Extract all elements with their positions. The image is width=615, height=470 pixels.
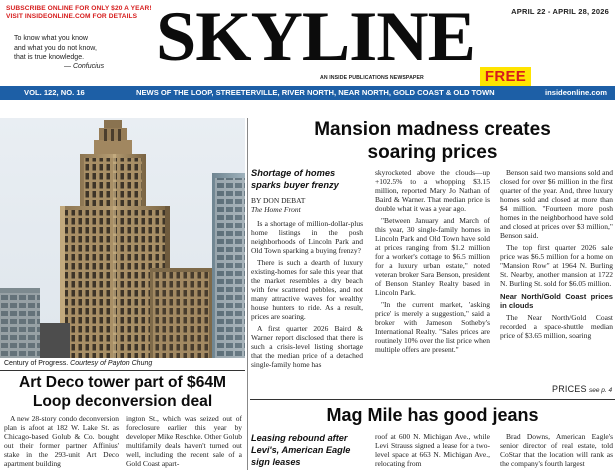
- tower-photo: [0, 118, 245, 358]
- divider: [0, 370, 245, 371]
- mansion-deck: Shortage of homes sparks buyer frenzy: [251, 168, 339, 190]
- art-deco-headline[interactable]: [0, 373, 245, 411]
- quote-line: and what you do not know,: [14, 44, 97, 52]
- promo-line-1: SUBSCRIBE ONLINE FOR ONLY $20 A YEAR!: [6, 5, 152, 12]
- paragraph: The Near North/Gold Coast recorded a space-shuttle median price of $3.65 million, soaring: [500, 313, 613, 340]
- author: BY DON DEBAT: [251, 196, 306, 205]
- paragraph: skyrocketed above the clouds—up +102.5% to a whopping $3.15 million, reported Mary Jo Nathan of Baird & Warner. That median price is double what it was a year ago.: [375, 168, 490, 213]
- paragraph: A new 28-story condo deconversion plan is afoot at 182 W. Lake St. as Chicago-based Golub & Co. bought out their former partner Affinius' stake in the 293-unit Art Deco apartment building: [4, 414, 119, 468]
- mag-mile-deck: Leasing rebound after Levi's, American Eagle sign leases: [251, 433, 351, 467]
- mansion-column-1: [251, 219, 363, 381]
- paragraph: Brad Downs, American Eagle's senior director of real estate, told CoStar that the location will rank as the company's fourth largest: [500, 432, 613, 468]
- paragraph: ington St., which was seized out of foreclosure earlier this year by developer Mike Reschke. Other Golub multifamily deals haven't turned out well, including the recent sale of a Gold Coast apart-: [126, 414, 242, 468]
- headline-line: Mansion madness creates: [314, 119, 551, 140]
- promo-line-2: VISIT INSIDEONLINE.COM FOR DETAILS: [6, 13, 138, 20]
- continued-jump[interactable]: [552, 384, 612, 394]
- mansion-headline[interactable]: [250, 118, 615, 164]
- byline: [251, 196, 305, 214]
- tagline: AN INSIDE PUBLICATIONS NEWSPAPER: [320, 75, 424, 81]
- website-link[interactable]: insideonline.com: [544, 88, 607, 97]
- mag-mile-column-3: [500, 432, 613, 470]
- paragraph: The top first quarter 2026 sale price was $6.5 million for a home on "Mansion Row" at 1964 N. Burling St. Nearby, another mansion at 1722 N. Burling St. sold for $6.05 million.: [500, 243, 613, 288]
- art-deco-column-2: [126, 414, 242, 470]
- paragraph: There is such a dearth of luxury existing-homes for sale this year that the market resembles a dry beach with few scattered pebbles, and not many attractive waves for wealthy house hunters to ride. As a result, prices are soaring.: [251, 258, 363, 321]
- headline-line: soaring prices: [367, 142, 498, 163]
- photo-credit: Courtesy of Payton Chung: [70, 360, 153, 367]
- free-badge: FREE: [480, 67, 531, 87]
- paragraph: Benson said two mansions sold and closed for over $6 million in the first quarter of the year. And, three luxury homes sold and closed at more than $4 million. "Fourteen more posh homes in the neighborhood have sold and closed at prices over $3 million," Benson said.: [500, 168, 613, 240]
- subhead: Near North/Gold Coast prices in clouds: [500, 292, 613, 310]
- masthead: [0, 0, 615, 84]
- paragraph: "Between January and March of this year, 30 single-family homes in Lincoln Park and Old Town have sold at prices ranging from $1.2 million for a worker's cottage to $6.5 million for a luxury urban estate," noted veteran broker Sara Benson, president of Benson Stanley Realty based in Lincoln Park.: [375, 216, 490, 297]
- art-deco-tower-image: [0, 118, 245, 358]
- column-name: The Home Front: [251, 205, 301, 214]
- quote-attribution: — Confucius: [64, 63, 105, 70]
- subscribe-promo[interactable]: [6, 5, 152, 21]
- jump-page: see p. 4: [588, 387, 613, 394]
- column-rule: [247, 118, 248, 470]
- headline-line: Art Deco tower part of $64M: [18, 374, 227, 391]
- skyline-logo[interactable]: SKYLINE: [156, 0, 475, 76]
- art-deco-column-1: [4, 414, 119, 470]
- paragraph: Is a shortage of million-dollar-plus home listings in the posh neighborhoods of Lincoln Park and Old Town sparking a buying frenzy?: [251, 219, 363, 255]
- coverage-neighborhoods: NEWS OF THE LOOP, STREETERVILLE, RIVER NORTH, NEAR NORTH, GOLD COAST & OLD TOWN: [136, 88, 495, 97]
- headline-line: Loop deconversion deal: [32, 393, 213, 410]
- quote-line: To know what you know: [14, 35, 88, 42]
- paragraph: roof at 600 N. Michigan Ave., while Levi Strauss signed a lease for a two-level space at 663 N. Michigan Ave., relocating from: [375, 432, 490, 468]
- quote-line: that is true knowledge.: [14, 54, 85, 61]
- issue-band: [0, 86, 615, 100]
- mansion-column-2: [375, 168, 490, 394]
- photo-caption: [4, 360, 152, 367]
- paragraph: "In the current market, 'asking price' is merely a suggestion," said a broker with Jameson Sotheby's International Realty. "Sales prices are routinely 10% over the list price when multiple offers are present.": [375, 300, 490, 354]
- quote: [14, 34, 97, 63]
- issue-dates: APRIL 22 - APRIL 28, 2026: [511, 7, 609, 16]
- caption-text: Century of Progress.: [4, 360, 69, 367]
- divider: [250, 399, 615, 400]
- mansion-column-3: [500, 168, 613, 382]
- volume-number: VOL. 122, NO. 16: [24, 88, 85, 97]
- mag-mile-column-2: [375, 432, 490, 470]
- paragraph: A first quarter 2026 Baird & Warner report disclosed that there is such a crisis-level listing shortage that the median price of a detached single-family home has: [251, 324, 363, 369]
- mag-mile-headline[interactable]: Mag Mile has good jeans: [326, 405, 539, 425]
- jump-label: PRICES: [552, 384, 587, 394]
